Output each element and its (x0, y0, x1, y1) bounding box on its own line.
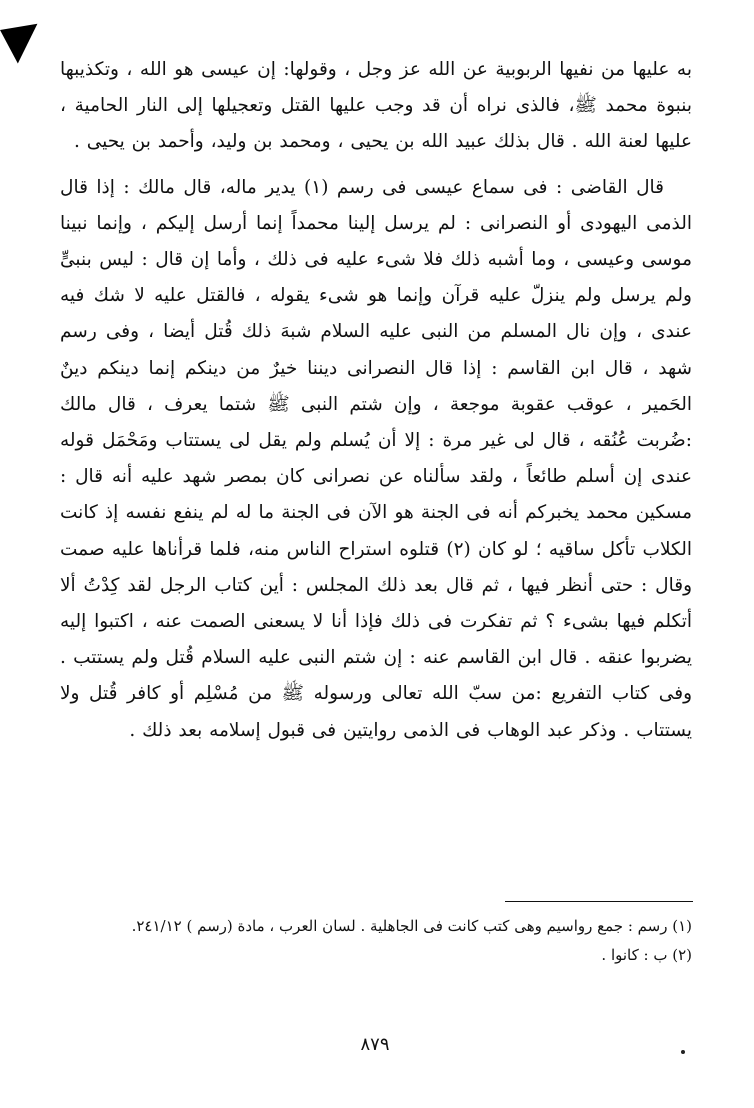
margin-dot (681, 1050, 685, 1054)
footnote-2: (٢) ب : كانوا . (601, 946, 692, 964)
page-number: ٨٧٩ (360, 1034, 390, 1055)
footnote-divider (505, 901, 693, 902)
corner-mark (0, 13, 50, 63)
paragraph-main: قال القاضى : فى سماع عيسى فى رسم (١) يدير ماله، قال مالك : إذا قال الذمى اليهودى أو النصرانى : لم يرسل إلينا محمداً إنما أرسل إليكم ، وإنما نبينا موسى وعيسى ، وما أشبه ذلك فلا شىء عليه فى ذلك ، وأما إن قال : ليس بنبىٍّ ولم يرسل ولم ينزلّ عليه قرآن وإنما هو شىء يقوله ، فالقتل عليه لا شك فيه عندى ، وإن نال المسلم من النبى عليه السلام شبهَ ذلك قُتل أيضا ، وفى رسم شهد ، قال ابن القاسم : إذا قال النصرانى ديننا خيرٌ من دينكم إنما دينكم دينٌ الحَمير ، عوقب عقوبة موجعة ، وإن شتم النبى ﷺ شتما يعرف ، قال مالك :ضُربت عُنُقه ، قال لى غير مرة : إلا أن يُسلم ولم يقل لى يستتاب ومَحْمَل قوله عندى إن أسلم طائعاً ، ولقد سألناه عن نصرانى كان بمصر شهد عليه أنه قال : مسكين محمد يخبركم أنه فى الجنة هو الآن فى الجنة ما له لم ينفع نفسه إذ كانت الكلاب تأكل ساقيه ؛ لو كان (٢) قتلوه استراح الناس منه، فلما قرأناها عليه صمت وقال : حتى أنظر فيها ، ثم قال بعد ذلك المجلس : أين كتاب الرجل لقد كِدْتُ ألا أتكلم فيها بشىء ؟ ثم تفكرت فى ذلك فإذا أنا لا يسعنى الصمت عنه ، اكتبوا إليه يضربوا عنقه . قال ابن القاسم عنه : إن شتم النبى عليه السلام قُتل ولم يستتب . وفى كتاب التفريع :من سبّ الله تعالى ورسوله ﷺ من مُسْلِم أو كافر قُتل ولا يستتاب . وذكر عبد الوهاب فى الذمى روايتين فى قبول إسلامه بعد ذلك . (60, 176, 692, 741)
page-body (60, 52, 692, 749)
paragraph-continuation: به عليها من نفيها الربوبية عن الله عز وجل ، وقولها: إن عيسى هو الله ، وتكذيبها بنبوة محمد ﷺ، فالذى نراه أن قد وجب عليها القتل وتعجيلها إلى النار الحامية ، عليها لعنة الله . قال بذلك عبيد الله بن يحيى ، ومحمد بن وليد، وأحمد بن يحيى . (60, 59, 692, 153)
footnote-1: (١) رسم : جمع رواسيم وهى كتب كانت فى الجاهلية . لسان العرب ، مادة (رسم ) ٢٤١/١٢. (131, 917, 692, 935)
footnotes (60, 912, 692, 970)
